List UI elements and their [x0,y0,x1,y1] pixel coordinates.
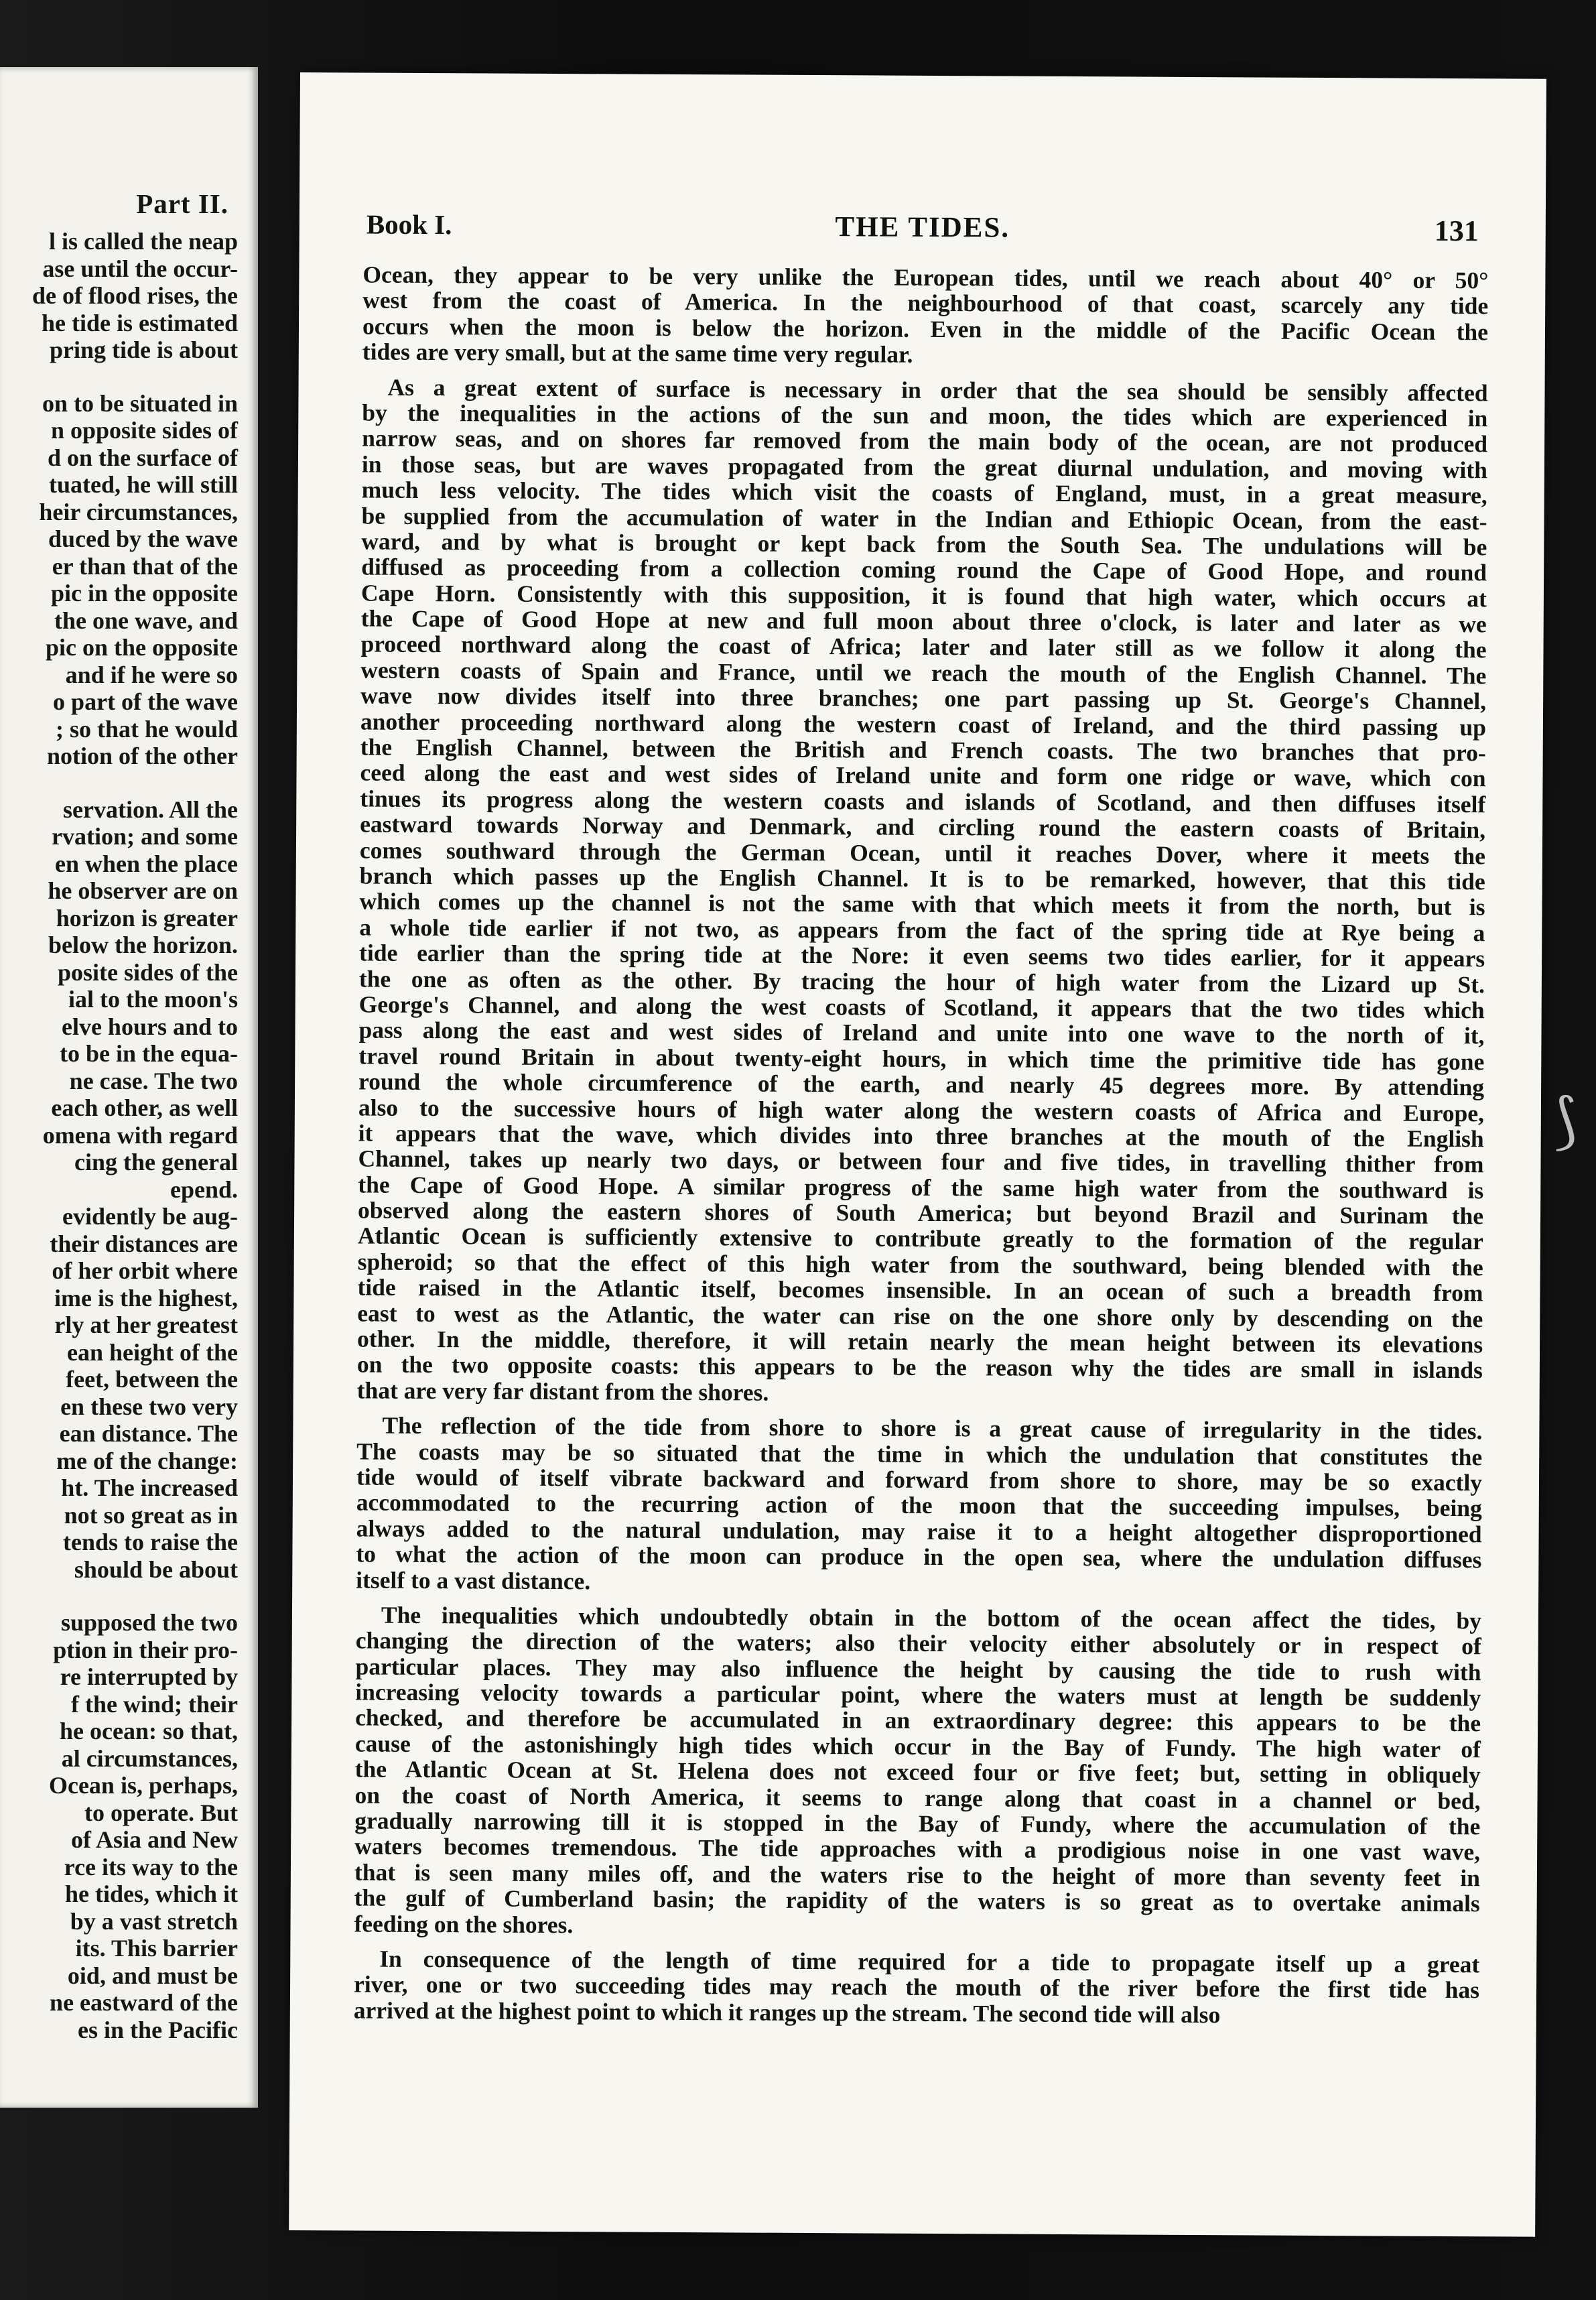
text-line: proceed northward along the coast of Africa; later and later still as we follow it along the [360,630,1487,663]
text-line-fragment: tends to raise the [63,1529,238,1555]
text-line: in those seas, but are waves propagated from the great diurnal undulation, and moving with [361,450,1488,484]
previous-page-paragraph [0,390,238,770]
text-line: The inequalities which undoubtedly obtain in the bottom of the ocean affect the tides, by [381,1601,1482,1635]
text-line-fragment: of Asia and New [70,1826,238,1853]
text-line: that is seen many miles off, and the waters rise to the height of more than seventy feet in [354,1858,1481,1892]
text-line-fragment: by a vast stretch [70,1907,238,1935]
text-line-fragment: ial to the moon's [68,986,238,1013]
text-line: ceed along the east and west sides of Ireland unite and form one ridge or wave, which con [360,759,1486,792]
text-line: the English Channel, between the British and French coasts. The two branches that pro- [360,733,1486,767]
text-line-fragment: ption in their pro- [53,1636,238,1663]
text-line-fragment: of her orbit where [52,1257,238,1284]
text-line-fragment: en when the place [55,850,238,877]
text-line-fragment: rvation; and some [52,823,238,850]
text-line-fragment: horizon is greater [56,904,238,932]
text-line-fragment: epend. [170,1175,238,1203]
text-line: occurs when the moon is below the horizon. Even in the middle of the Pacific Ocean the [362,312,1489,346]
text-line: accommodated to the recurring action of the moon that the succeeding impulses, being [356,1488,1482,1522]
text-line-fragment: and if he were so [65,661,238,688]
text-line-fragment: he observer are on [48,877,238,904]
text-line: Channel, takes up nearly two days, or between four and five tides, in travelling thither from [358,1145,1484,1178]
previous-page-paragraph [0,796,238,1584]
previous-page-text [0,228,238,2108]
text-line: changing the direction of the waters; also their velocity either absolutely or in respect of [355,1626,1481,1660]
text-line-fragment: ; so that he would [55,715,238,743]
paragraph [354,1602,1481,1942]
text-line: the Cape of Good Hope. A similar progress of the same high water from the southward is [358,1171,1484,1204]
text-line: wave now divides itself into three branches; one part passing up St. George's Channel, [360,682,1487,715]
text-line: waters becomes tremendous. The tide approaches with a prodigious noise in one vast wave, [354,1832,1481,1866]
text-line: much less velocity. The tides which visit the coasts of England, must, in a great measure, [361,476,1487,509]
text-line-fragment: ase until the occur- [42,255,238,282]
text-line-fragment: not so great as in [64,1501,238,1529]
text-line-fragment: me of the change: [56,1447,238,1474]
paragraph [356,1413,1482,1599]
text-line: As a great extent of surface is necessary in order that the sea should be sensibly affected [387,373,1488,406]
text-line-fragment: en these two very [60,1393,238,1420]
text-line: other. In the middle, therefore, it will retain nearly the mean height between its elevations [357,1325,1483,1358]
previous-page-fragment [0,67,258,2108]
text-line-fragment: re interrupted by [60,1663,238,1690]
paragraph [354,1945,1480,2029]
text-line: observed along the eastern shores of South America; but beyond Brazil and Surinam the [358,1196,1484,1230]
paragraph [362,261,1489,370]
text-line-fragment: its. This barrier [75,1935,238,1962]
text-line: the Cape of Good Hope at new and full moon about three o'clock, is later and later as we [360,604,1487,638]
text-line-fragment: should be about [74,1555,238,1583]
text-line: pass along the east and west sides of Ireland and unite into one wave to the north of it, [358,1016,1485,1049]
text-line-fragment: feet, between the [66,1366,238,1393]
text-line: on the coast of North America, it seems to range along that coast in a channel or bed, [354,1781,1481,1814]
text-line: George's Channel, and along the west coasts of Scotland, it appears that the two tides which [358,991,1485,1024]
paragraph [357,374,1488,1409]
text-line: tinues its progress along the western coasts and islands of Scotland, and then diffuses itself [360,785,1486,818]
text-line: round the whole circumference of the earth, and nearly 45 degrees more. By attending [358,1068,1485,1101]
book-page [289,72,1546,2237]
previous-page-paragraph [0,1609,238,2043]
text-line-fragment: he ocean: so that, [60,1718,238,1744]
running-header [367,208,1479,255]
text-line-fragment: he tides, which it [64,1880,238,1907]
text-line: cause of the astonishingly high tides which occur in the Bay of Fundy. The high water of [354,1730,1481,1763]
text-line-fragment: pic on the opposite [45,634,238,661]
text-line-fragment: he tide is estimated [42,309,238,336]
text-line: tide would of itself vibrate backward and forward from shore to shore, may be so exactly [356,1463,1483,1496]
text-line-fragment: the one wave, and [54,606,238,634]
text-line-fragment: elve hours and to [61,1013,238,1040]
text-line: which comes up the channel is not the same with that which meets it from the north, but is [359,887,1485,921]
text-line-fragment: on to be situated in [42,389,238,417]
text-line-fragment: ne case. The two [69,1067,238,1094]
text-line-fragment: below the horizon. [48,932,238,958]
text-line-fragment: omena with regard [42,1121,238,1149]
text-line: also to the successive hours of high water along the western coasts of Africa and Europe, [358,1093,1484,1127]
text-line: river, one or two succeeding tides may reach the mouth of the river before the first tide has [353,1970,1480,2004]
text-line-fragment: ean distance. The [59,1420,238,1447]
text-line: itself to a vast distance. [356,1566,591,1594]
text-line: by the inequalities in the actions of the sun and moon, the tides which are experienced in [362,399,1488,432]
text-line-fragment: o part of the wave [53,688,238,715]
text-line-fragment: al circumstances, [61,1744,238,1772]
text-line-fragment: es in the Pacific [78,2016,238,2043]
paragraph-gap [0,1583,238,1609]
text-line-fragment: duced by the wave [48,525,238,552]
text-line: The reflection of the tide from shore to shore is a great cause of irregularity in the tides. [382,1411,1483,1445]
text-line-fragment: Ocean is, perhaps, [48,1772,238,1799]
text-line: the Atlantic Ocean at St. Helena does not exceed four or five feet; but, setting in obliquely [354,1755,1481,1789]
previous-page-paragraph [0,228,238,364]
text-line: gradually narrowing till it is stopped in the Bay of Fundy, where the accumulation of the [354,1807,1481,1840]
text-line-fragment: ean height of the [67,1338,238,1366]
text-line-fragment: pring tide is about [49,336,238,363]
text-line: the one as often as the other. By tracing the hour of high water from the Lizard up St. [358,965,1485,998]
text-line: west from the coast of America. In the neighbourhood of that coast, scarcely any tide [362,286,1489,320]
text-line-fragment: to be in the equa- [59,1040,238,1067]
text-line: the gulf of Cumberland basin; the rapidity of the waters is so great as to overtake animals [354,1884,1480,1917]
text-line: particular places. They may also influence the height by causing the tide to rush with [355,1653,1481,1685]
text-line: Cape Horn. Consistently with this supposition, it is found that high water, which occurs at [360,579,1487,612]
text-line: increasing velocity towards a particular point, where the waters must at length be suddenly [355,1678,1481,1712]
text-line: on the two opposite coasts: this appears to be the reason why the tides are small in islands [356,1350,1483,1384]
text-line: that are very far distant from the shores. [356,1377,769,1406]
text-line-fragment: servation. All the [63,795,238,823]
text-line-fragment: their distances are [50,1230,238,1257]
text-line: east to west as the Atlantic, the water can rise on the one shore only by descending on the [357,1299,1483,1332]
text-line: branch which passes up the English Channel. It is to be remarked, however, that this tide [359,862,1485,895]
text-line-fragment: evidently be aug- [62,1203,238,1230]
text-line: arrived at the highest point to which it ranges up the stream. The second tide will also [353,1996,1221,2029]
text-line-fragment: rly at her greatest [54,1312,238,1338]
page-number: 131 [1434,214,1479,248]
book-label: Book I. [366,208,452,241]
text-line: narrow seas, and on shores far removed from the main body of the ocean, are not produced [362,424,1488,458]
text-line-fragment: rce its way to the [64,1853,238,1880]
text-line-fragment: d on the surface of [48,444,238,471]
text-line: Atlantic Ocean is sufficiently extensive to contribute greatly to the formation of the regular [357,1222,1483,1255]
text-line: eastward towards Norway and Denmark, and circling round the eastern coasts of Britain, [360,810,1486,844]
text-line: checked, and therefore be accumulated in an extraordinary degree: this appears to be the [355,1704,1481,1737]
text-line: tides are very small, but at the same time very regular. [362,338,913,368]
text-line-fragment: pic in the opposite [50,580,238,606]
text-line-fragment: oid, and must be [67,1962,238,1989]
text-line: another proceeding northward along the western coast of Ireland, and the third passing up [360,708,1487,741]
paragraph-gap [0,364,238,390]
text-line: a whole tide earlier if not two, as appears from the fact of the spring tide at Rye being a [359,913,1485,947]
text-line-fragment: n opposite sides of [50,417,238,444]
text-line-fragment: heir circumstances, [39,498,238,525]
text-line: comes southward through the German Ocean, until it reaches Dover, where it meets the [359,836,1486,869]
text-line: it appears that the wave, which divides into three branches at the mouth of the English [358,1119,1484,1153]
text-line: feeding on the shores. [354,1910,574,1938]
text-line-fragment: ht. The increased [61,1474,238,1501]
text-line-fragment: cing the general [74,1149,238,1175]
text-line-fragment: de of flood rises, the [32,282,238,309]
text-line-fragment: f the wind; their [71,1690,238,1718]
text-line-fragment: ime is the highest, [54,1284,238,1312]
text-line: travel round Britain in about twenty-eight hours, in which time the primitive tide has gone [358,1042,1485,1075]
text-line: In consequence of the length of time required for a tide to propagate itself up a great [379,1945,1480,1978]
text-line: to what the action of the moon can produce in the open sea, where the undulation diffuses [356,1540,1482,1574]
text-line: ward, and by what is brought or kept back from the South Sea. The undulations will be [361,527,1487,561]
page-body [354,261,1489,2038]
text-line-fragment: to operate. But [84,1799,238,1826]
text-line: tide raised in the Atlantic itself, becomes insensible. In an ocean of such a breadth from [357,1273,1483,1307]
text-line-fragment: er than that of the [52,552,238,580]
text-line: The coasts may be so situated that the time in which the undulation that constitutes the [356,1438,1483,1470]
text-line-fragment: l is called the neap [48,228,238,255]
text-line: tide earlier than the spring tide at the Nore: it even seems two tides earlier, for it appears [359,939,1485,972]
text-line-fragment: posite sides of the [58,958,238,986]
text-line-fragment: supposed the two [60,1609,238,1636]
text-line: diffused as proceeding from a collection coming round the Cape of Good Hope, and round [361,553,1487,586]
previous-page-header: Part II. [136,188,228,219]
text-line-fragment: each other, as well [51,1094,238,1121]
text-line-fragment: notion of the other [47,743,238,769]
paragraph-gap [0,770,238,796]
text-line: Ocean, they appear to be very unlike the European tides, until we reach about 40° or 50° [362,261,1489,294]
text-line-fragment: tuated, he will still [48,471,238,498]
text-line-fragment: ne eastward of the [50,1989,238,2016]
text-line: western coasts of Spain and France, until we reach the mouth of the English Channel. The [360,656,1487,690]
text-line: always added to the natural undulation, may raise it to a height altogether disproportioned [356,1515,1482,1548]
page-clip-mark: ⟆ [1553,1086,1577,1156]
text-line: spheroid; so that the effect of this high water from the southward, being blended with the [357,1248,1483,1281]
text-line: be supplied from the accumulation of water in the Indian and Ethiopic Ocean, from the east- [361,502,1487,535]
page-title: THE TIDES. [835,211,1010,244]
